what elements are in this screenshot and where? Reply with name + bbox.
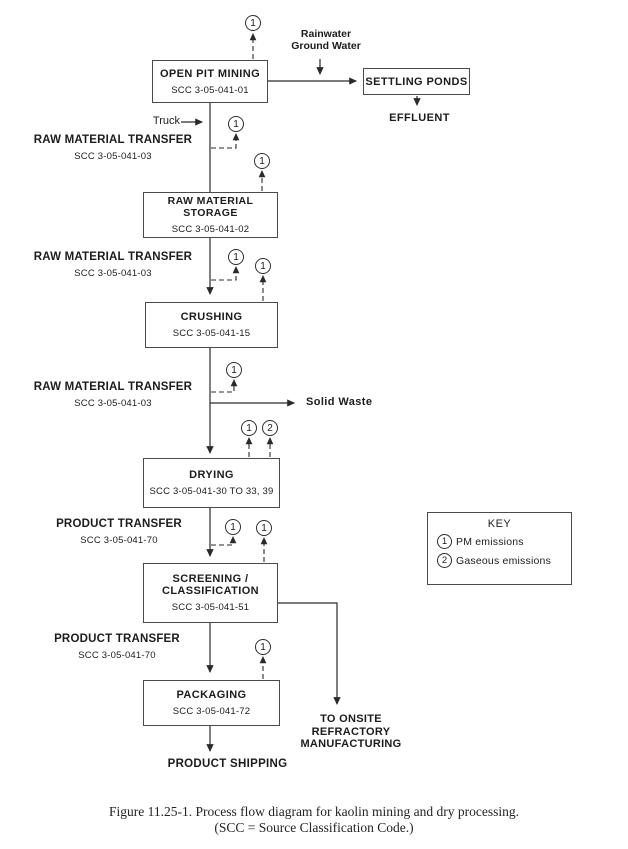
label-line: TO ONSITE <box>320 713 382 725</box>
box-scc-code: SCC 3-05-041-30 TO 33, 39 <box>149 486 274 497</box>
figure-caption-line2: (SCC = Source Classification Code.) <box>214 820 414 835</box>
pm-emission-badge: 1 <box>226 362 242 378</box>
pm-emission-badge: 1 <box>241 420 257 436</box>
box-scc-code: SCC 3-05-041-51 <box>171 602 250 613</box>
process-box-packaging <box>143 680 280 726</box>
transfer-scc: SCC 3-05-041-70 <box>80 535 158 546</box>
transfer-title: PRODUCT TRANSFER <box>56 518 182 530</box>
process-box-crushing <box>145 302 278 348</box>
label-raw-material-transfer <box>22 381 204 409</box>
box-scc-code: SCC 3-05-041-01 <box>171 84 249 96</box>
gaseous-emission-badge: 2 <box>437 553 452 568</box>
figure-caption-line1: Figure 11.25-1. Process flow diagram for kaolin mining and dry processing. <box>108 804 520 819</box>
box-scc-code: SCC 3-05-041-15 <box>172 328 251 339</box>
transfer-scc: SCC 3-05-041-03 <box>74 151 152 162</box>
process-box-settling-ponds <box>363 68 470 95</box>
pm-emission-badge: 1 <box>228 116 244 132</box>
pm-emission-badge: 1 <box>437 534 452 549</box>
pm-emission-badge: 1 <box>256 520 272 536</box>
pm-emission-badge: 1 <box>225 519 241 535</box>
box-title: CRUSHING <box>180 311 243 323</box>
pm-emission-badge: 1 <box>255 639 271 655</box>
box-title: CLASSIFICATION <box>161 585 260 597</box>
box-scc-code: SCC 3-05-041-72 <box>172 706 251 717</box>
pm-emission-badge: 1 <box>254 153 270 169</box>
label-to-onsite-refractory-manufacturing <box>285 713 417 751</box>
box-title: SCREENING / <box>172 573 249 585</box>
box-title: DRYING <box>189 469 234 481</box>
process-box-screening-classification <box>143 563 278 623</box>
label-rainwater: Rainwater <box>300 28 352 40</box>
label-raw-material-transfer <box>22 251 204 279</box>
label-product-shipping: PRODUCT SHIPPING <box>167 758 288 770</box>
transfer-title: RAW MATERIAL TRANSFER <box>33 134 193 146</box>
label-product-transfer <box>33 633 201 661</box>
box-title: SETTLING PONDS <box>365 75 468 88</box>
key-title: KEY <box>487 518 512 530</box>
gaseous-emission-badge: 2 <box>262 420 278 436</box>
transfer-scc: SCC 3-05-041-03 <box>74 398 152 409</box>
label-line: REFRACTORY <box>311 725 391 738</box>
process-box-raw-material-storage <box>143 192 278 238</box>
process-box-open-pit-mining <box>152 60 268 103</box>
key-item-pm-emissions <box>437 534 571 549</box>
label-effluent: EFFLUENT <box>389 112 450 124</box>
key-item-label: Gaseous emissions <box>456 554 552 567</box>
transfer-scc: SCC 3-05-041-03 <box>74 268 152 279</box>
box-title: RAW MATERIAL STORAGE <box>167 195 254 219</box>
pm-emission-badge: 1 <box>255 258 271 274</box>
figure-caption <box>0 804 628 836</box>
transfer-title: PRODUCT TRANSFER <box>54 633 180 645</box>
label-ground-water: Ground Water <box>291 39 361 52</box>
box-scc-code: SCC 3-05-041-02 <box>171 224 250 235</box>
legend-key-box <box>427 512 572 585</box>
transfer-title: RAW MATERIAL TRANSFER <box>33 251 193 263</box>
box-title: OPEN PIT MINING <box>159 67 261 80</box>
key-item-gaseous-emissions <box>437 553 571 568</box>
label-rainwater-groundwater <box>270 29 382 52</box>
key-item-label: PM emissions <box>456 535 524 548</box>
process-box-drying <box>143 458 280 508</box>
label-product-transfer <box>35 518 203 546</box>
transfer-title: RAW MATERIAL TRANSFER <box>33 381 193 393</box>
box-title: PACKAGING <box>176 689 247 701</box>
pm-emission-badge: 1 <box>228 249 244 265</box>
label-truck: Truck <box>152 115 180 127</box>
transfer-scc: SCC 3-05-041-70 <box>78 650 156 661</box>
label-line: MANUFACTURING <box>300 738 402 750</box>
label-raw-material-transfer <box>22 134 204 162</box>
pm-emission-badge: 1 <box>245 15 261 31</box>
label-solid-waste: Solid Waste <box>306 396 373 408</box>
